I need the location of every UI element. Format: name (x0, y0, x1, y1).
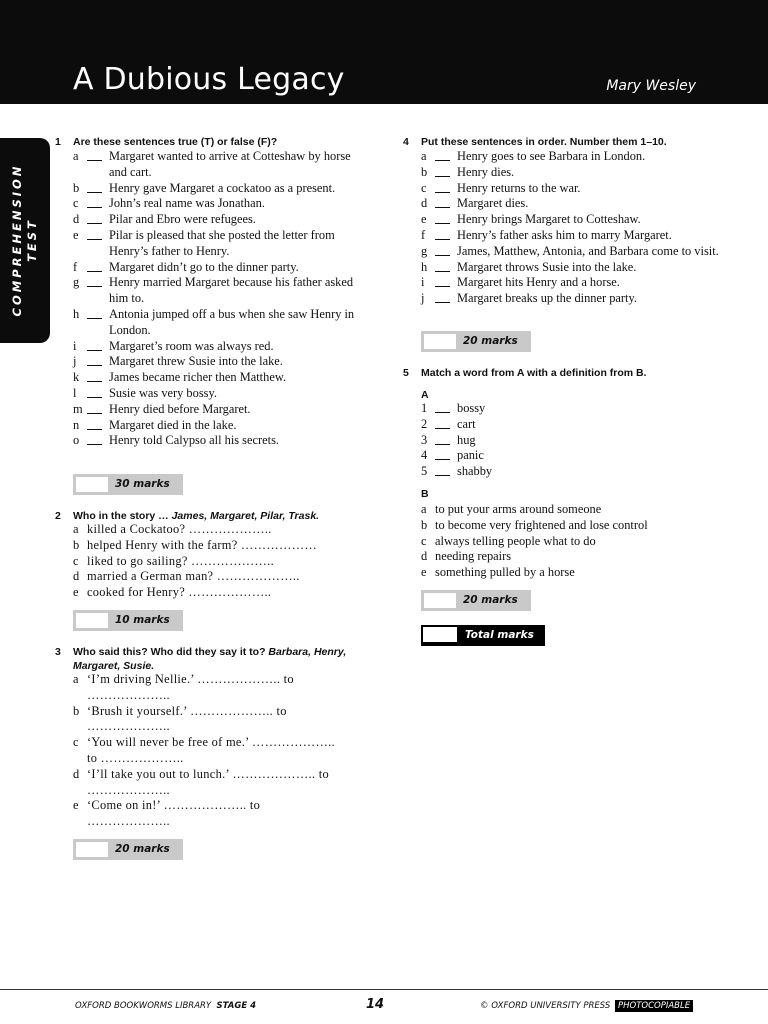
item-text: Margaret hits Henry and a horse. (457, 275, 620, 290)
item-letter: a (73, 149, 79, 163)
question-1-prompt: 1 Are these sentences true (T) or false (F)? (55, 136, 278, 148)
list-item (73, 418, 363, 434)
item-letter: i (421, 275, 425, 290)
item-letter: e (421, 565, 427, 580)
question-2-prompt: 2 Who in the story … James, Margaret, Pilar, Trask. (55, 510, 320, 522)
item-word: shabby (457, 464, 493, 479)
list-item (73, 704, 363, 736)
item-text: Henry brings Margaret to Cotteshaw. (457, 212, 641, 227)
item-letter: d (73, 569, 80, 584)
item-letter: e (73, 227, 79, 242)
item-letter: b (421, 517, 428, 532)
answer-blank[interactable] (87, 413, 102, 414)
item-text: Henry married Margaret because his father asked him to. (109, 275, 354, 306)
item-letter: h (421, 259, 428, 274)
item-definition: to put your arms around someone (435, 502, 602, 516)
item-number: 4 (421, 448, 428, 463)
list-a-item (421, 417, 721, 433)
list-item (421, 260, 721, 276)
footer-rule (0, 989, 768, 990)
item-letter: d (73, 766, 80, 781)
answer-line: ……………….. (87, 814, 170, 829)
list-item (73, 275, 363, 307)
list-b-item (421, 502, 721, 518)
answer-blank[interactable] (87, 271, 102, 272)
quote-line: ‘Brush it yourself.’ ……………….. to (87, 703, 287, 718)
list-item (73, 260, 363, 276)
footer-library: OXFORD BOOKWORMS LIBRARY STAGE 4 (75, 1001, 257, 1011)
item-letter: b (73, 537, 80, 552)
list-a-item (421, 448, 721, 464)
item-text: Margaret’s room was always red. (109, 338, 274, 353)
question-2-marks: 10 marks (73, 610, 183, 631)
list-item (421, 291, 721, 307)
item-letter: h (73, 306, 80, 321)
item-text: cooked for Henry? ……………….. (87, 585, 272, 600)
item-letter: c (421, 533, 427, 548)
item-text: Henry died before Margaret. (109, 401, 251, 416)
item-letter: o (73, 433, 80, 448)
answer-line: ……………….. (87, 782, 170, 797)
answer-blank[interactable] (435, 160, 450, 161)
answer-blank[interactable] (435, 271, 450, 272)
item-letter: g (421, 243, 428, 258)
answer-blank[interactable] (87, 350, 102, 351)
item-text: Susie was very bossy. (109, 385, 217, 400)
quote-line: ‘You will never be free of me.’ ……………….. (87, 735, 335, 750)
answer-blank[interactable] (87, 318, 102, 319)
list-item (73, 554, 363, 570)
marks-input-box[interactable] (75, 476, 109, 493)
answer-blank[interactable] (87, 286, 102, 287)
question-3-prompt: 3 Who said this? Who did they say it to? Barbara, Henry, Margaret, Susie. (55, 646, 347, 672)
list-item (73, 228, 363, 260)
item-word: panic (457, 448, 484, 463)
list-b-heading: B (421, 488, 429, 500)
marks-input-box[interactable] (423, 333, 457, 350)
list-item (73, 402, 363, 418)
list-item (73, 433, 363, 449)
item-letter: a (73, 672, 79, 686)
item-letter: j (73, 354, 77, 369)
list-item (421, 212, 721, 228)
total-marks: Total marks (421, 625, 545, 646)
answer-blank[interactable] (87, 381, 102, 382)
list-item (73, 354, 363, 370)
answer-blank[interactable] (435, 459, 450, 460)
list-item (73, 196, 363, 212)
item-number: 1 (421, 401, 428, 415)
answer-blank[interactable] (87, 207, 102, 208)
answer-blank[interactable] (435, 176, 450, 177)
item-letter: c (421, 180, 427, 195)
item-letter: c (73, 553, 79, 568)
list-item (73, 767, 363, 799)
item-letter: a (421, 149, 427, 163)
item-text: James, Matthew, Antonia, and Barbara come to visit. (457, 243, 719, 258)
item-text: Henry dies. (457, 164, 515, 179)
item-letter: e (421, 212, 427, 227)
list-item (73, 370, 363, 386)
item-text: Margaret throws Susie into the lake. (457, 259, 637, 274)
item-text: Margaret threw Susie into the lake. (109, 354, 283, 369)
answer-blank[interactable] (435, 255, 450, 256)
item-number: 2 (421, 416, 428, 431)
list-item (73, 307, 363, 339)
item-definition: needing repairs (435, 549, 512, 564)
answer-blank[interactable] (435, 286, 450, 287)
list-b-item (421, 534, 721, 550)
list-item (421, 181, 721, 197)
question-4-items (421, 149, 721, 307)
answer-blank[interactable] (435, 444, 450, 445)
item-number: 3 (421, 432, 428, 447)
answer-blank[interactable] (87, 444, 102, 445)
answer-blank[interactable] (435, 412, 450, 413)
item-letter: f (73, 259, 78, 274)
list-item (73, 798, 363, 830)
question-2-items (73, 522, 363, 601)
answer-blank[interactable] (87, 192, 102, 193)
list-item (73, 585, 363, 601)
list-item (421, 244, 721, 260)
list-item (73, 672, 363, 704)
question-1-items (73, 149, 363, 449)
list-a-item (421, 464, 721, 480)
list-item (73, 538, 363, 554)
item-letter: g (73, 275, 80, 290)
question-5-prompt: 5 Match a word from A with a definition from B. (403, 367, 647, 379)
page-header (0, 0, 768, 104)
answer-blank[interactable] (87, 397, 102, 398)
answer-blank[interactable] (435, 192, 450, 193)
list-item (421, 149, 721, 165)
item-letter: k (73, 370, 80, 385)
question-4-prompt: 4 Put these sentences in order. Number them 1–10. (403, 136, 667, 148)
item-text: helped Henry with the farm? ……………… (87, 537, 318, 552)
list-item (73, 212, 363, 228)
answer-line: ……………….. (87, 687, 170, 702)
list-item (73, 522, 363, 538)
page-title: A Dubious Legacy (73, 62, 345, 97)
item-letter: c (73, 735, 79, 750)
item-word: bossy (457, 401, 486, 415)
item-letter: d (73, 212, 80, 227)
item-text: killed a Cockatoo? ……………….. (87, 522, 272, 536)
item-text: married a German man? ……………….. (87, 569, 300, 584)
answer-blank[interactable] (435, 239, 450, 240)
page-number: 14 (366, 997, 385, 1012)
item-text: James became richer then Matthew. (109, 370, 287, 385)
item-letter: a (421, 502, 427, 516)
item-definition: something pulled by a horse (435, 565, 575, 580)
list-b (421, 502, 721, 581)
list-item (73, 569, 363, 585)
list-item (73, 735, 363, 767)
list-item (73, 339, 363, 355)
list-b-item (421, 518, 721, 534)
total-marks-input-box[interactable] (423, 627, 457, 642)
item-text: Henry returns to the war. (457, 180, 581, 195)
item-letter: l (73, 385, 77, 400)
list-item (421, 275, 721, 291)
quote-line: ‘I’m driving Nellie.’ ……………….. to (87, 672, 294, 686)
item-word: cart (457, 416, 476, 431)
question-3-items (73, 672, 363, 830)
quote-line: ‘Come on in!’ ……………….. to (87, 798, 261, 813)
marks-input-box[interactable] (75, 841, 109, 858)
answer-blank[interactable] (435, 428, 450, 429)
item-letter: b (73, 703, 80, 718)
marks-input-box[interactable] (75, 612, 109, 629)
item-letter: c (73, 196, 79, 211)
item-text: Pilar is pleased that she posted the letter from Henry’s father to Henry. (109, 227, 335, 258)
list-item (73, 181, 363, 197)
answer-blank[interactable] (87, 429, 102, 430)
item-letter: e (73, 798, 79, 813)
answer-blank[interactable] (87, 160, 102, 161)
answer-blank[interactable] (87, 365, 102, 366)
item-letter: e (73, 585, 79, 600)
marks-input-box[interactable] (423, 592, 457, 609)
item-letter: i (73, 338, 77, 353)
answer-blank[interactable] (87, 239, 102, 240)
author-name: Mary Wesley (606, 78, 696, 94)
list-item (73, 149, 363, 181)
item-text: Margaret died in the lake. (109, 417, 237, 432)
item-number: 5 (421, 464, 428, 479)
item-text: Margaret wanted to arrive at Cotteshaw by horse and cart. (109, 149, 351, 179)
item-text: Antonia jumped off a bus when she saw Henry in London. (109, 306, 355, 337)
answer-blank[interactable] (435, 302, 450, 303)
item-letter: b (73, 180, 80, 195)
item-letter: a (73, 522, 79, 536)
item-word: hug (457, 432, 476, 447)
item-text: John’s real name was Jonathan. (109, 196, 265, 211)
list-item (73, 386, 363, 402)
item-text: Henry’s father asks him to marry Margaret. (457, 227, 672, 242)
quote-line: ‘I’ll take you out to lunch.’ ……………….. to (87, 766, 329, 781)
list-a (421, 401, 721, 480)
item-text: liked to go sailing? ……………….. (87, 553, 274, 568)
item-letter: b (421, 164, 428, 179)
answer-line: ……………….. (87, 719, 170, 734)
list-item (421, 165, 721, 181)
list-a-heading: A (421, 389, 429, 401)
item-letter: m (73, 401, 83, 416)
answer-blank[interactable] (435, 207, 450, 208)
item-text: Margaret didn’t go to the dinner party. (109, 259, 299, 274)
item-text: Margaret dies. (457, 196, 529, 211)
question-1-marks: 30 marks (73, 474, 183, 495)
item-text: Henry told Calypso all his secrets. (109, 433, 279, 448)
list-b-item (421, 549, 721, 565)
item-definition: always telling people what to do (435, 533, 596, 548)
list-a-item (421, 401, 721, 417)
item-letter: f (421, 227, 426, 242)
item-text: Pilar and Ebro were refugees. (109, 212, 256, 227)
item-text: Henry goes to see Barbara in London. (457, 149, 646, 163)
item-letter: j (421, 291, 425, 306)
item-definition: to become very frightened and lose control (435, 517, 648, 532)
question-5-marks: 20 marks (421, 590, 531, 611)
list-item (421, 196, 721, 212)
item-text: Margaret breaks up the dinner party. (457, 291, 637, 306)
answer-blank[interactable] (435, 475, 450, 476)
photocopiable-badge: PHOTOCOPIABLE (615, 1000, 693, 1012)
question-3-marks: 20 marks (73, 839, 183, 860)
list-a-item (421, 433, 721, 449)
answer-line: to ……………….. (87, 750, 184, 765)
question-4-marks: 20 marks (421, 331, 531, 352)
comprehension-test-label: COMPREHENSION TEST (10, 163, 39, 317)
item-letter: d (421, 549, 428, 564)
item-letter: d (421, 196, 428, 211)
list-item (421, 228, 721, 244)
answer-blank[interactable] (435, 223, 450, 224)
footer-publisher: © OXFORD UNIVERSITY PRESS PHOTOCOPIABLE (480, 1000, 693, 1012)
item-letter: n (73, 417, 80, 432)
answer-blank[interactable] (87, 223, 102, 224)
item-text: Henry gave Margaret a cockatoo as a present. (109, 180, 336, 195)
list-b-item (421, 565, 721, 581)
